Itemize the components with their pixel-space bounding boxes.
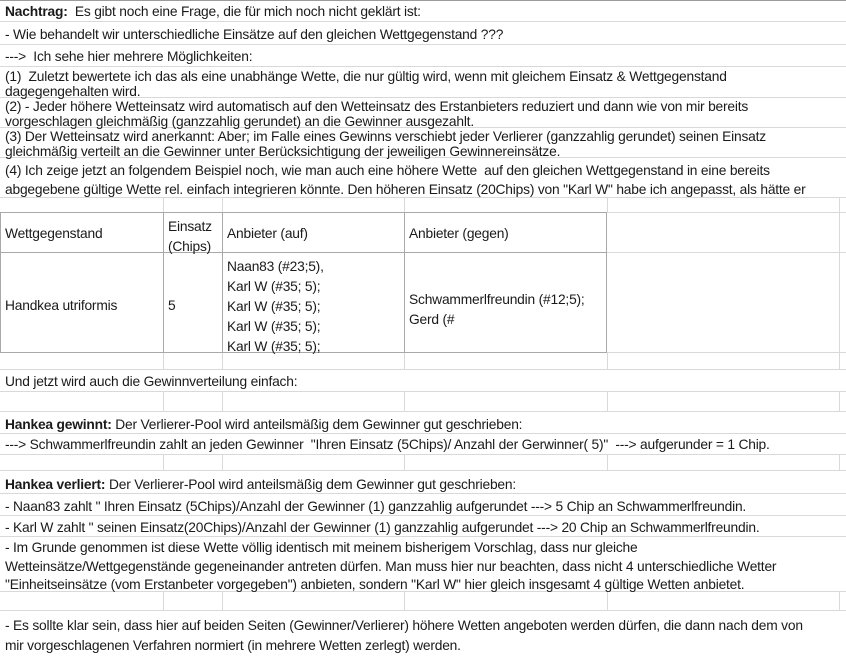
column-gridline xyxy=(163,198,164,212)
column-gridline xyxy=(839,212,840,353)
text-run: ---> Schwammerlfreundin zahlt an jeden Gewinner "Ihren Einsatz (5Chips)/ Anzahl der Gerwinner( 5)" ---> aufgerunder = 1 Chip. xyxy=(5,437,770,452)
paragraph xyxy=(0,158,846,199)
sheet-row-blank xyxy=(0,353,846,370)
sheet-row-text xyxy=(0,45,846,67)
row-gridline xyxy=(607,252,846,253)
paragraph-line: abgegebene gültige Wette rel. einfach integrieren könnte. Den höheren Einsatz (20Chips) von "Karl W" habe ich angepasst, als hätte er xyxy=(5,182,806,197)
sheet-row-para xyxy=(0,128,846,158)
text-run: ---> Ich sehe hier mehrere Möglichkeiten: xyxy=(5,49,253,64)
sheet-row-blank xyxy=(0,392,846,412)
column-gridline xyxy=(163,455,164,470)
sheet-row-para xyxy=(0,537,846,592)
text-run: Der Verlierer-Pool wird anteilsmäßig dem Gewinner gut geschrieben: xyxy=(111,417,523,432)
sheet-row-para xyxy=(0,67,846,98)
text-run: - Wie behandelt wir unterschiedliche Einsätze auf den gleichen Wettgegenstand ??? xyxy=(5,27,504,42)
column-gridline xyxy=(222,392,223,411)
header-line: Anbieter (gegen) xyxy=(409,226,509,241)
text-line xyxy=(0,22,846,42)
text-line xyxy=(0,494,846,514)
text-line xyxy=(0,412,846,432)
paragraph-line: (1) Zuletzt bewertete ich das als eine unabhänge Wette, die nur gültig wird, wenn mit gleichem Einsatz & Wettgegenstand xyxy=(5,69,727,84)
column-gridline xyxy=(163,353,164,369)
sheet-row-text xyxy=(0,22,846,45)
sheet-row-blank xyxy=(0,592,846,611)
column-gridline xyxy=(404,353,405,369)
sheet-row-text xyxy=(0,412,846,434)
paragraph xyxy=(0,98,846,129)
sheet-row-blank xyxy=(0,455,846,471)
value-line: Karl W (#35; 5); xyxy=(227,339,321,354)
paragraph-line: - Im Grunde genommen ist diese Wette völlig identisch mit meinem bisherigem Vorschlag, dass nur gleiche xyxy=(5,540,638,555)
text-run: Der Verlierer-Pool wird anteilsmäßig dem Gewinner gut geschrieben: xyxy=(105,477,517,492)
column-gridline xyxy=(222,455,223,470)
table-column-border xyxy=(404,212,405,353)
value-line: Karl W (#35; 5); xyxy=(227,319,321,334)
column-gridline xyxy=(163,592,164,610)
column-gridline xyxy=(839,455,840,470)
cell-anbieter-auf-value xyxy=(227,257,403,357)
sheet-row-para xyxy=(0,158,846,198)
cell-wettgegenstand-header xyxy=(5,226,162,241)
column-gridline xyxy=(607,455,608,470)
column-gridline xyxy=(404,198,405,212)
paragraph-line: "Einheitseinsätze (vom Erstanbeter vorgegeben") anbieten, sondern "Karl W" hier gleich insgesamt 4 gültige Wetten anbietet. xyxy=(5,577,745,592)
text-run: - Naan83 zahlt " Ihren Einsatz (5Chips)/Anzahl der Gewinner (1) ganzzahlig aufgerundet ---> 5 Chip an Schwammerlfreundin. xyxy=(5,499,747,514)
column-gridline xyxy=(404,392,405,411)
text-line xyxy=(0,471,846,492)
paragraph-line: dagegengehalten wird. xyxy=(5,84,141,99)
value-line: Schwammerlfreundin (#12;5); xyxy=(409,292,585,307)
column-gridline xyxy=(839,353,840,369)
header-line: Anbieter (auf) xyxy=(227,226,308,241)
column-gridline xyxy=(222,353,223,369)
paragraph xyxy=(0,67,846,99)
text-run-bold: Nachtrag: xyxy=(5,4,68,19)
cell-einsatz-value xyxy=(168,298,221,313)
cell-anbieter-gegen-header xyxy=(409,226,606,241)
row-gridline xyxy=(607,212,846,213)
text-run: Und jetzt wird auch die Gewinnverteilung einfach: xyxy=(5,374,298,389)
column-gridline xyxy=(163,392,164,411)
paragraph xyxy=(0,128,846,159)
column-gridline xyxy=(839,198,840,212)
column-gridline xyxy=(839,392,840,411)
column-gridline xyxy=(607,392,608,411)
value-line: Karl W (#35; 5); xyxy=(227,299,321,314)
table-column-border xyxy=(163,212,164,353)
sheet-top-edge xyxy=(0,0,846,1)
paragraph xyxy=(0,537,846,595)
value-line: Naan83 (#23;5), xyxy=(227,259,324,274)
sheet-row-blank xyxy=(0,198,846,212)
text-line xyxy=(0,0,846,19)
column-gridline xyxy=(222,592,223,610)
sheet-row-text xyxy=(0,494,846,516)
cell-wettgegenstand-value xyxy=(5,298,162,313)
header-line: (Chips) xyxy=(168,239,212,254)
sheet-row-text xyxy=(0,434,846,455)
text-line xyxy=(0,370,846,389)
column-gridline xyxy=(607,592,608,610)
value-line: Karl W (#35; 5); xyxy=(227,279,321,294)
value-line: Gerd (# xyxy=(409,312,455,327)
paragraph-line: mir vorgeschlagenen Verfahren normiert (in mehrere Wetten zerlegt) werden. xyxy=(5,638,461,653)
header-line: Einsatz xyxy=(168,219,212,234)
text-line xyxy=(0,516,846,535)
text-run: - Karl W zahlt " seinen Einsatz(20Chips)/Anzahl der Gewinner (1) ganzzahlig aufgerundet ---> 20 Chip an Schwammerlfreundin. xyxy=(5,520,760,535)
text-run: Es gibt noch eine Frage, die für mich noch nicht geklärt ist: xyxy=(67,4,421,19)
text-run-bold: Hankea gewinnt: xyxy=(5,417,112,432)
value-line: Handkea utriformis xyxy=(5,298,118,313)
table-header-border xyxy=(0,252,607,253)
text-line xyxy=(0,45,846,64)
column-gridline xyxy=(222,198,223,212)
value-line: 5 xyxy=(168,298,176,313)
sheet-row-text xyxy=(0,370,846,392)
sheet-row-para xyxy=(0,611,846,659)
column-gridline xyxy=(839,592,840,610)
sheet-row-text xyxy=(0,0,846,22)
text-line xyxy=(0,434,846,452)
sheet-row-table xyxy=(0,212,846,353)
paragraph-line: (2) - Jeder höhere Wetteinsatz wird automatisch auf den Wetteinsatz des Erstanbieters reduziert und dann wie von mir bereits xyxy=(5,99,749,114)
column-gridline xyxy=(404,592,405,610)
cell-anbieter-gegen-value xyxy=(409,290,606,330)
cell-einsatz-header xyxy=(168,217,221,257)
column-gridline xyxy=(607,198,608,212)
paragraph xyxy=(0,611,846,656)
sheet-row-text xyxy=(0,471,846,494)
text-run-bold: Hankea verliert: xyxy=(5,477,106,492)
paragraph-line: (3) Der Wetteinsatz wird anerkannt: Aber; im Falle eines Gewinns verschiebt jeder Verlierer (ganzzahlig gerundet) seinen Einsatz xyxy=(5,129,766,144)
paragraph-line: - Es sollte klar sein, dass hier auf beiden Seiten (Gewinner/Verlierer) höhere Wetten angeboten werden dürfen, die dann nach dem von xyxy=(5,618,803,633)
sheet-row-text xyxy=(0,516,846,537)
paragraph-line: gleichmäßig verteilt an die Gewinner unter Berücksichtigung der jeweiligen Gewinnereinsätze. xyxy=(5,144,561,159)
column-gridline xyxy=(404,455,405,470)
paragraph-line: Wetteinsätze/Wettgegenstände gegeneinander antreten dürfen. Man muss hier nur beachten, dass nicht 4 unterschiedliche Wetter xyxy=(5,558,777,574)
sheet-row-para xyxy=(0,98,846,128)
cell-anbieter-auf-header xyxy=(227,226,403,241)
header-line: Wettgegenstand xyxy=(5,226,103,241)
table-column-border xyxy=(222,212,223,353)
paragraph-line: (4) Ich zeige jetzt an folgendem Beispiel noch, wie man auch eine höhere Wette auf den gleichen Wettgegenstand in eine bereits xyxy=(5,163,770,178)
column-gridline xyxy=(607,353,608,369)
paragraph-line: vorgeschlagen gleichmäßig (ganzzahlig gerundet) an die Gewinner ausgezahlt. xyxy=(5,114,474,129)
